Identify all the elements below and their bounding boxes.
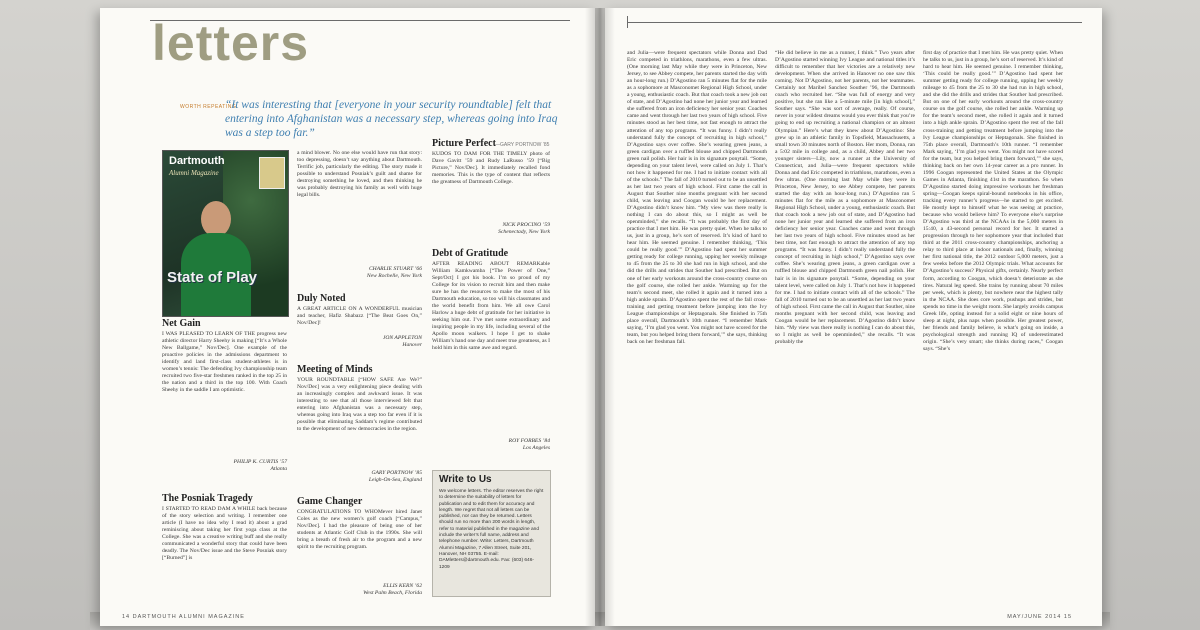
letter-title-duly-noted: Duly Noted [297,293,346,304]
folio-right: MAY/JUNE 2014 15 [1007,614,1072,620]
write-to-us-box [432,470,551,597]
top-rule [627,22,1082,23]
article-column-2: “He did believe in me as a runner, I think.” Two years after D’Agostino started winning Ivy League and national titles it’s difficult to remember that her victories are a relatively new development. When she arrived in Hanover no one saw this coming. Not D’Agostino, not her parents, not her teammates. Certainly not Maribel Sanchez Souther ’96, the Dartmouth coach who recruited her. “She was full of energy and very positive, but she ran like a 5-minute mile [in high school],” Souther says. “She was sort of average, really. Of course, never in your wildest dreams would you ever think that you’re going to end up recruiting a national champion or an almost Olympian.” Here’s what they knew about D’Agostino: She grew up in an athletic family in Topsfield, Massachusetts, a small town 30 minutes north of Boston. Her mom, Donna, ran a 5:02 mile in college and, as a child, Abbey and her two younger sisters—Lily, now a runner at the University of Connecticut, and Julia—were frequent spectators while Donna and dad Eric competed in triathlons, marathons, even a few ultras. (One morning last May while they were in Princeton, New Jersey, to see Abbey compete, her parents started the day with an hour-long run.) D’Agostino ran 5 minutes flat for the mile as a sophomore at Masconomet Regional High School, under a young, enthusiastic coach. But that coach took a new job out of state, and D’Agostino had none her junior year and learned she suffered from an iron deficiency her senior year. Coaches came and went through her last two years of high school. Five minutes stood as her best time, not fast enough to attract the attention of any top programs. “It was funny. I didn’t really understand fully the concept of recruiting in high school,” D’Agostino says over coffee. She’s wearing green jeans, a green cardigan over a ruffled blouse and chipped Dartmouth green nail polish. Her hair is in its signature ponytail. “Some, depending on your talent level, were called on July 1. That’s not how it happened for me. I had to initiate contact with all of the schools.” The fall of 2010 turned out to be an unsettled as her last two years of high school. First came the call in August that Souther, nine months pregnant with her second child, was leaving and Coogan would be her replacement. D’Agostino didn’t know him. “My view was there really is nothing I can do about this, so I might as well be openminded,” she recalls. “It was probably the [775,50,915,345]
signature-name: JON APPLETON [382,335,422,341]
letter-title-debt-of-gratitude: Debt of Gratitude [432,248,509,259]
signature-place: Los Angeles [522,445,550,451]
letter-signature-kern [297,583,422,597]
letter-title-meeting-of-minds: Meeting of Minds [297,364,373,375]
signature-name: CHARLIE STUART ’66 [368,266,422,272]
letter-title-game-changer: Game Changer [297,496,363,507]
letter-body-posniak-continued: a mind blower. No one else would have run that story: too depressing, doesn’t say anything about Dartmouth. Terrific job, particularly the editing. The story made it possible to understand Posniak’s guilt and shame for destroying something he loved, and then thinking he was probably destroying his family as well with huge legal bills. [297,150,422,198]
letter-signature-stuart [297,266,422,280]
signature-name: NICK PROCINO ’59 [502,222,550,228]
cover-subtitle: Alumni Magazine [169,169,219,177]
signature-place: Leigh-On-Sea, England [368,477,422,483]
letter-body-net-gain: I WAS PLEASED TO LEARN OF THE progress new athletic director Harry Sheehy is making [“It’s a Whole New Ballgame,” Nov/Dec]. One example of the proactive policies in the admissions department to identify and land first-class student-athletes is in women’s tennis: The defending Ivy championship team recruited two five-star freshmen ranked in the top 25 in the nation and a third in the top 100. With Coach Sheehy in the saddle I am optimistic. [162,331,287,393]
cover-person [181,201,251,316]
right-page [605,8,1102,626]
letter-body-picture-perfect: KUDOS TO DAM FOR THE TIMELY photo of Dave Gavitt ’59 and Rudy LaRusso ’59 [“Big Picture,” Nov/Dec]. It immediately recalled fond memories. This is the type of content that reflects the greatness of Dartmouth College. [432,151,550,185]
letter-title-picture-perfect: Picture Perfect [432,138,496,149]
folio-left: 14 DARTMOUTH ALUMNI MAGAZINE [122,614,245,620]
letter-signature-procino [432,222,550,236]
signature-place: Schenectady, New York [498,229,550,235]
letter-signature-net-gain [162,459,287,473]
cover-title: Dartmouth [169,155,225,167]
letter-body-posniak: I STARTED TO READ DAM A WHILE back because of the story selection and writing. I remember one article (I have no idea why I read it) about a grad reminiscing about taking her first yoga class at the College. She was a creative writing buff and she really communicated a wonderful story that could have been deadly. The Nov/Dec issue and the Steve Posniak story [“Burned”] is [162,506,287,561]
cover-inset-thumbnail [259,157,285,189]
letter-body-debt-of-gratitude: AFTER READING ABOUT REMARKable William Kamkwamba [“The Power of One,” Sept/Oct] I got his book. I’m so proud of my College for its vision to recruit him and then make sure he has the resources to make the most of his Dartmouth education, so too will his classmates and the world benefit from him. We all owe Carol Harlow a huge debt of gratitude for her initiative in seeking him out. I’ve met some extraordinary and inspiring people in my life, including several of the Apollo moon walkers. I hope I get to shake William’s hand one day and meet true greatness, as I hold him in this same awe and regard. [432,261,550,351]
pullquote-attribution: —GARY PORTNOW ’85 [495,142,550,148]
write-to-us-body: We welcome letters. The editor reserves the right to determine the suitability of letters for publication and to edit them for accuracy and length. We regret that not all letters can be published, nor can they be returned. Letters should run no more than 200 words in length, refer to material published in the magazine and include the writer’s full name, address and telephone number. Write: Letters, Dartmouth Alumni Magazine, 7 Allen Street, Suite 201, Hanover, NH 03755. E-mail: DAMletters@dartmouth.edu. Fax: (603) 646-1209 [439,489,544,570]
letter-signature-portnow [297,470,422,484]
letter-body-duly-noted: A GREAT ARTICLE ON A WONDERFUL musician and teacher, Hafiz Shabazz [“The Beat Goes On,” Nov/Dec]! [297,306,422,326]
letter-title-posniak: The Posniak Tragedy [162,493,253,504]
cover-person-head [201,201,231,237]
top-rule-tick [627,16,628,28]
write-to-us-title: Write to Us [439,474,492,485]
letter-body-meeting-of-minds: YOUR ROUNDTABLE [“HOW SAFE Are We?” Nov/Dec] was a very enlightening piece dealing with an increasingly complex and awkward issue. It was interesting to see that all those interviewed felt that entering into Afghanistan was a necessary step, whereas going into Iraq was a step too far even if it is possible that eliminating Saddam’s regime contributed to the development of new democracies in the region. [297,377,422,432]
article-column-3: first day of practice that I met him. He was pretty quiet. When he talks to us, just in a group, he’s sort of reserved. It’s kind of hard to hear him. He seemed genuine. I remember thinking, ‘This could be really good.’” D’Agostino had spent her summer getting ready for college running, upping her weekly mileage to 45 from the 25 to 30 she had run in high school, and she did the drills and strides that Souther had prescribed. But on one of her early workouts around the cross-country course on the golf course, she rolled her ankle. Warming up for the team’s second meet, she rolled it again and it turned into a high ankle sprain. D’Agostino spent the rest of the fall cross-training and getting treatment before jumping into the Ivy League championships or Heptagonals. She finished in 75th place overall, Dartmouth’s 10th runner. “I remember Mark saying, ‘I’m glad you went. You might not have scored for the team, but you helped bring them forward,’” she says, thinking back on her own 14-year career as a pro runner. In 1996 Coogan represented the United States at the Olympic Games in Atlanta, finishing 41st in the marathon. So when D’Agostino started doing impressive workouts her freshman spring—Coogan keeps spiral-bound notebooks in his office, tracking every runner’s progress—he started to get excited. He mostly kept to himself what he was seeing at practice, because who would believe him? To everyone else’s surprise D’Agostino was third at the NCAAs in the 5,000 meters in 15:40, a 43-second personal record for her. It started a progression through to her sophomore year that included that third at the 2011 cross-country championships, anchoring a relay to third place at indoor nationals and, finally, winning her first national title, the 2012 outdoor 5,000 meters, just a few weeks before the 2012 Olympic trials. What accounts for D’Agostino’s success? Physical gifts, certainly. Nearly perfect form, according to Coogan, which doesn’t deteriorate as she tires. Natural leg speed. She trains by running about 70 miles per week, which is plenty, but nowhere near the highest tally in the NCAA. She does core work, pushups and strides, but spends no time in the weight room. She largely avoids campus Greek life, opting instead for a solid eight or nine hours of sleep at night, plus naps when possible. Her greatest power, her friends and family believe, is what’s going on inside, a psychological strength and running IQ of underestimated origin. “She’s very smart; she thinks during races,” Coogan says. “She’s [923,50,1063,352]
signature-name: GARY PORTNOW ’85 [371,470,422,476]
left-page [100,8,595,626]
letter-title-net-gain: Net Gain [162,318,201,329]
magazine-cover-image [162,150,289,317]
signature-name: PHILIP K. CURTIS ’57 [233,459,287,465]
article-column-1: and Julia—were frequent spectators while Donna and Dad Eric competed in triathlons, marathons, even a few ultras. (One morning last May while they were in Princeton, New Jersey, to see Abbey compete, her parents started the day with an hour-long run.) D’Agostino ran 5 minutes flat for the mile as a sophomore at Masconomet Regional High School, under a young, enthusiastic coach. But that coach took a new job out of state, and D’Agostino had none her junior year and learned she suffered from an iron deficiency her senior year. Coaches came and went through her last two years of high school. Five minutes stood as her best time, not fast enough to attract the attention of any top programs. “It was funny. I didn’t really understand fully the concept of recruiting in high school,” D’Agostino says over coffee. She’s wearing green jeans, a green cardigan over a ruffled blouse and chipped Dartmouth green nail polish. Her hair is in its signature ponytail. “Some, depending on your talent level, were called on July 1. That’s not how it happened for me. I had to initiate contact with all of the schools.” The fall of 2010 turned out to be an unsettled as her last two years of high school. First came the call in August that Souther nine months pregnant with her second child, was leaving and Coogan would be her replacement. D’Agostino didn’t know him. “My view was there really is nothing I can do about this, so I might as well be openminded,” she recalls. “It was probably the first day of practice that I met him. He was pretty quiet. When he talks to us, just in a group, he’s sort of reserved. It’s kind of hard to hear him. He seemed genuine. I remember thinking, ‘This could be really good.’” D’Agostino had spent her summer getting ready for college running, upping her weekly mileage to 45 from the 25 to 30 she had run in high school, and she did the drills and strides that Souther had prescribed. But on one of her early workouts around the cross-country course on the golf course, she rolled her ankle. Warming up for the team’s second meet, she rolled it again and it turned into a high ankle sprain. D’Agostino spent the rest of the fall cross-training and getting treatment before jumping into the Ivy League championships or Heptagonals. She finished in 75th place overall, Dartmouth’s 10th runner. “I remember Mark saying, ‘I’m glad you went. You might not have scored for the team, but you helped bring them forward,’” she says, thinking back on her freshman fall. [627,50,767,345]
masthead-title: letters [152,15,310,71]
cover-headline: State of Play [167,269,258,286]
spine-gutter [585,8,615,626]
pullquote-text: “It was interesting that [everyone in your security roundtable] felt that entering into Afghanistan was a necessary step, whereas going into Iraq was a step too far.” [225,99,558,139]
letter-body-game-changer: CONGRATULATIONS TO WHOMever hired Janet Coles as the new women’s golf coach [“Campus,” Nov/Dec]. I had the pleasure of being one of her students at Atlantic Golf Club in the 1990s. She will bring a breath of fresh air to the program and a new spirit to the recruiting program. [297,509,422,550]
signature-place: Atlanta [270,466,287,472]
signature-place: New Rochelle, New York [366,273,422,279]
letter-signature-appleton [297,335,422,349]
signature-name: ELLIS KERN ’62 [383,583,422,589]
signature-place: Hanover [402,342,422,348]
signature-place: West Palm Beach, Florida [363,590,422,596]
letter-signature-forbes [432,438,550,452]
pullquote-label: WORTH REPEATING [180,104,237,110]
signature-name: ROY FORBES ’84 [508,438,550,444]
